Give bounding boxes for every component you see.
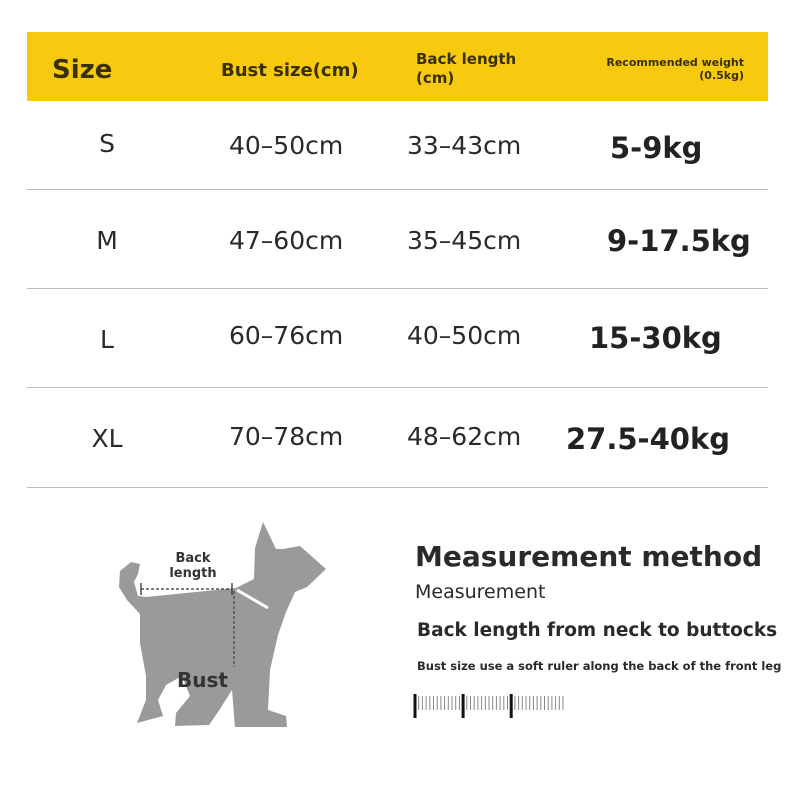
row-bust: 70–78cm (229, 422, 344, 451)
row-size: L (100, 325, 114, 354)
back-length-label-line2: length (169, 566, 217, 581)
row-divider (27, 487, 768, 488)
measurement-subtitle: Measurement (415, 581, 546, 603)
row-back: 33–43cm (407, 131, 522, 160)
back-length-instruction: Back length from neck to buttocks (417, 620, 778, 641)
dog-silhouette-icon (110, 515, 340, 740)
row-back: 40–50cm (407, 321, 522, 350)
row-weight: 9-17.5kg (607, 224, 751, 258)
row-back: 48–62cm (407, 422, 522, 451)
measurement-title: Measurement method (415, 540, 763, 573)
row-size: S (99, 129, 115, 158)
header-bust-size: Bust size(cm) (221, 60, 359, 81)
table-row (27, 190, 768, 289)
bust-label: Bust (177, 668, 228, 692)
back-length-label (168, 551, 218, 581)
bust-size-instruction: Bust size use a soft ruler along the back of the front leg (417, 659, 782, 673)
table-row (27, 101, 768, 190)
row-weight: 15-30kg (589, 321, 722, 355)
table-row (27, 388, 768, 488)
row-size: M (96, 226, 118, 255)
row-weight: 27.5-40kg (566, 422, 730, 456)
ruler-icon (410, 690, 590, 722)
row-bust: 47–60cm (229, 226, 344, 255)
header-back-length (416, 50, 516, 88)
table-row (27, 289, 768, 388)
row-bust: 40–50cm (229, 131, 344, 160)
header-size: Size (52, 55, 113, 85)
back-length-label-line1: Back (175, 551, 211, 566)
row-size: XL (91, 424, 123, 453)
header-back-line2: (cm) (416, 69, 455, 87)
header-back-line1: Back length (416, 50, 517, 68)
header-weight-line2: (0.5kg) (699, 69, 744, 82)
row-back: 35–45cm (407, 226, 522, 255)
row-weight: 5-9kg (610, 131, 703, 165)
row-bust: 60–76cm (229, 321, 344, 350)
header-recommended-weight (586, 56, 744, 82)
header-weight-line1: Recommended weight (606, 56, 744, 69)
